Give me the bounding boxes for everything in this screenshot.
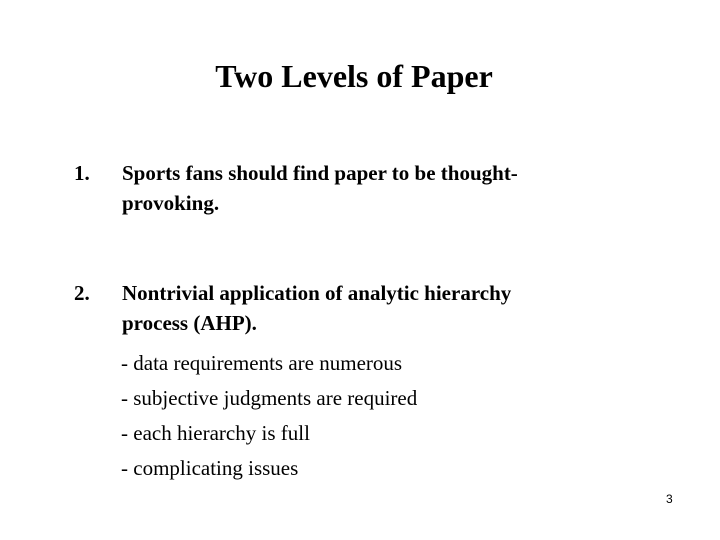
- item-number-1: 1.: [74, 161, 90, 185]
- item-number-2: 2.: [74, 281, 90, 305]
- sub-bullet-item: - complicating issues: [121, 456, 299, 480]
- sub-bullet-item: - data requirements are numerous: [121, 351, 403, 375]
- item-2-line-2: process (AHP).: [122, 311, 257, 335]
- item-text-1: [122, 158, 592, 218]
- item-1-line-2: provoking.: [122, 191, 220, 215]
- page-number: 3: [666, 492, 673, 506]
- sub-bullet-list: [121, 346, 417, 486]
- item-2-line-1: Nontrivial application of analytic hierarchy: [122, 281, 512, 305]
- sub-bullet-item: - each hierarchy is full: [121, 421, 310, 445]
- item-1-line-1: Sports fans should find paper to be thought-: [122, 161, 518, 185]
- slide-title: Two Levels of Paper: [215, 58, 493, 94]
- item-text-2: [122, 278, 592, 338]
- sub-bullet-item: - subjective judgments are required: [121, 386, 418, 410]
